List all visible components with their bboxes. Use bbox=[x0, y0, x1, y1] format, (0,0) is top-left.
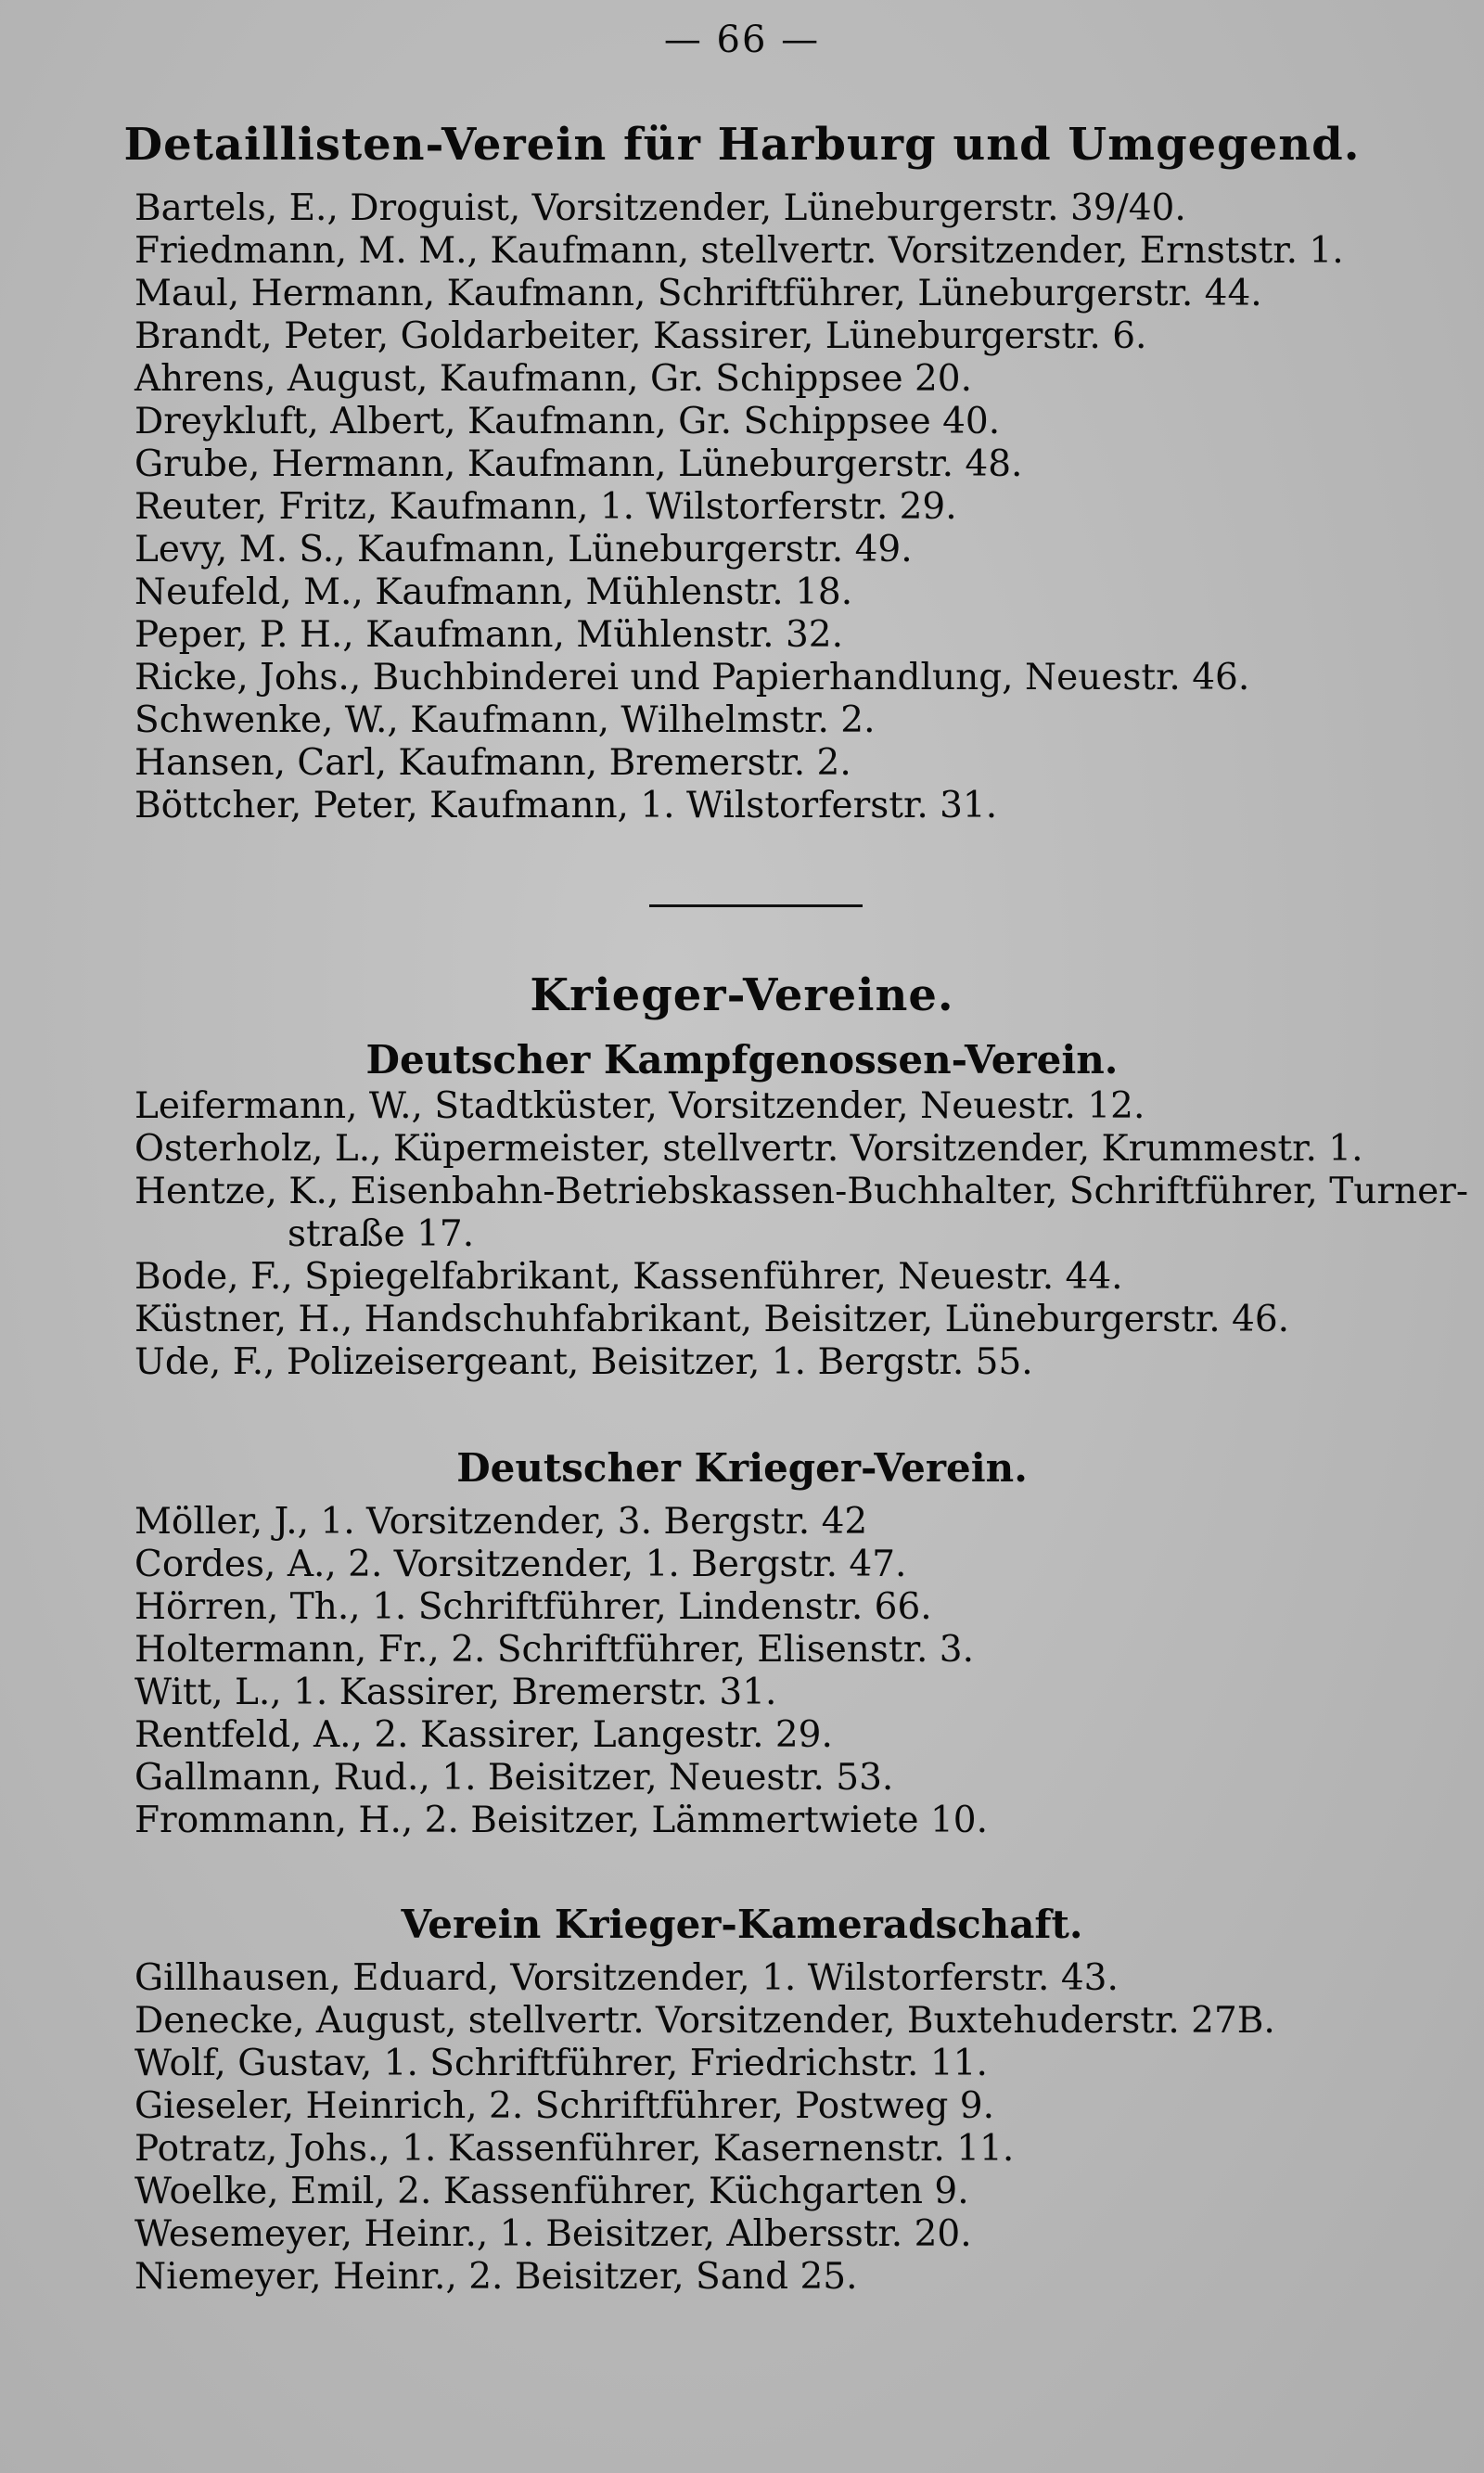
page-number: — 66 — bbox=[663, 19, 821, 61]
subsection-title-kampfgenossen: Deutscher Kampfgenossen-Verein. bbox=[365, 1037, 1119, 1083]
section-divider bbox=[649, 904, 863, 907]
list-item: Möller, J., 1. Vorsitzender, 3. Bergstr. 42 bbox=[134, 1501, 868, 1543]
list-item: Ahrens, August, Kaufmann, Gr. Schippsee 20. bbox=[134, 358, 972, 400]
list-item: Frommann, H., 2. Beisitzer, Lämmertwiete 10. bbox=[134, 1800, 989, 1841]
list-item: Hörren, Th., 1. Schriftführer, Lindenstr. 66. bbox=[134, 1586, 932, 1628]
subsection-title-kameradschaft: Verein Krieger-Kameradschaft. bbox=[401, 1902, 1083, 1947]
list-item: Friedmann, M. M., Kaufmann, stellvertr. Vorsitzender, Ernststr. 1. bbox=[134, 230, 1344, 272]
list-item: Denecke, August, stellvertr. Vorsitzender, Buxtehuderstr. 27B. bbox=[134, 2000, 1275, 2042]
kriegerverein-list bbox=[134, 1501, 1414, 1842]
list-item: Böttcher, Peter, Kaufmann, 1. Wilstorferstr. 31. bbox=[134, 785, 998, 826]
list-item: Brandt, Peter, Goldarbeiter, Kassirer, Lüneburgerstr. 6. bbox=[134, 315, 1147, 357]
subsection-title-kriegerverein: Deutscher Krieger-Verein. bbox=[456, 1445, 1028, 1491]
kameradschaft-list bbox=[134, 1957, 1414, 2299]
list-item: Holtermann, Fr., 2. Schriftführer, Elisenstr. 3. bbox=[134, 1629, 974, 1671]
list-item: Ricke, Johs., Buchbinderei und Papierhandlung, Neuestr. 46. bbox=[134, 657, 1250, 698]
list-item: Peper, P. H., Kaufmann, Mühlenstr. 32. bbox=[134, 614, 844, 656]
list-item: Potratz, Johs., 1. Kassenführer, Kasernenstr. 11. bbox=[134, 2128, 1015, 2170]
list-item: Cordes, A., 2. Vorsitzender, 1. Bergstr. 47. bbox=[134, 1544, 907, 1585]
list-item: Leifermann, W., Stadtküster, Vorsitzender, Neuestr. 12. bbox=[134, 1085, 1145, 1127]
section-title-krieger: Krieger-Vereine. bbox=[530, 969, 954, 1021]
list-item: Schwenke, W., Kaufmann, Wilhelmstr. 2. bbox=[134, 699, 876, 741]
list-item-text: Hentze, K., Eisenbahn-Betriebskassen-Buchhalter, Schriftführer, Turner- bbox=[134, 1171, 1469, 1212]
list-item: Gieseler, Heinrich, 2. Schriftführer, Postweg 9. bbox=[134, 2085, 994, 2127]
list-item bbox=[134, 1171, 1469, 1256]
list-item: Ude, F., Polizeisergeant, Beisitzer, 1. Bergstr. 55. bbox=[134, 1341, 1033, 1383]
list-item: Niemeyer, Heinr., 2. Beisitzer, Sand 25. bbox=[134, 2256, 858, 2298]
list-item: Rentfeld, A., 2. Kassirer, Langestr. 29. bbox=[134, 1714, 833, 1756]
list-item-continuation: straße 17. bbox=[288, 1213, 475, 1255]
section-title-detaillisten: Detaillisten-Verein für Harburg und Umgegend. bbox=[123, 119, 1361, 171]
list-item: Küstner, H., Handschuhfabrikant, Beisitzer, Lüneburgerstr. 46. bbox=[134, 1299, 1290, 1340]
list-item: Wesemeyer, Heinr., 1. Beisitzer, Albersstr. 20. bbox=[134, 2213, 972, 2255]
kampfgenossen-list bbox=[134, 1085, 1469, 1384]
list-item: Reuter, Fritz, Kaufmann, 1. Wilstorferstr. 29. bbox=[134, 486, 957, 528]
list-item: Neufeld, M., Kaufmann, Mühlenstr. 18. bbox=[134, 571, 853, 613]
list-item: Grube, Hermann, Kaufmann, Lüneburgerstr. 48. bbox=[134, 443, 1023, 485]
detaillisten-list bbox=[134, 187, 1414, 827]
list-item: Maul, Hermann, Kaufmann, Schriftführer, Lüneburgerstr. 44. bbox=[134, 273, 1262, 314]
list-item: Gillhausen, Eduard, Vorsitzender, 1. Wilstorferstr. 43. bbox=[134, 1957, 1119, 1999]
list-item: Levy, M. S., Kaufmann, Lüneburgerstr. 49. bbox=[134, 529, 913, 570]
list-item: Hansen, Carl, Kaufmann, Bremerstr. 2. bbox=[134, 742, 851, 784]
list-item: Dreykluft, Albert, Kaufmann, Gr. Schippsee 40. bbox=[134, 401, 1001, 442]
list-item: Woelke, Emil, 2. Kassenführer, Küchgarten 9. bbox=[134, 2171, 969, 2212]
list-item: Bode, F., Spiegelfabrikant, Kassenführer, Neuestr. 44. bbox=[134, 1256, 1123, 1298]
list-item: Witt, L., 1. Kassirer, Bremerstr. 31. bbox=[134, 1672, 777, 1713]
list-item: Osterholz, L., Küpermeister, stellvertr. Vorsitzender, Krummestr. 1. bbox=[134, 1128, 1363, 1170]
list-item: Bartels, E., Droguist, Vorsitzender, Lüneburgerstr. 39/40. bbox=[134, 187, 1186, 229]
list-item: Wolf, Gustav, 1. Schriftführer, Friedrichstr. 11. bbox=[134, 2043, 988, 2084]
list-item: Gallmann, Rud., 1. Beisitzer, Neuestr. 53. bbox=[134, 1757, 894, 1799]
